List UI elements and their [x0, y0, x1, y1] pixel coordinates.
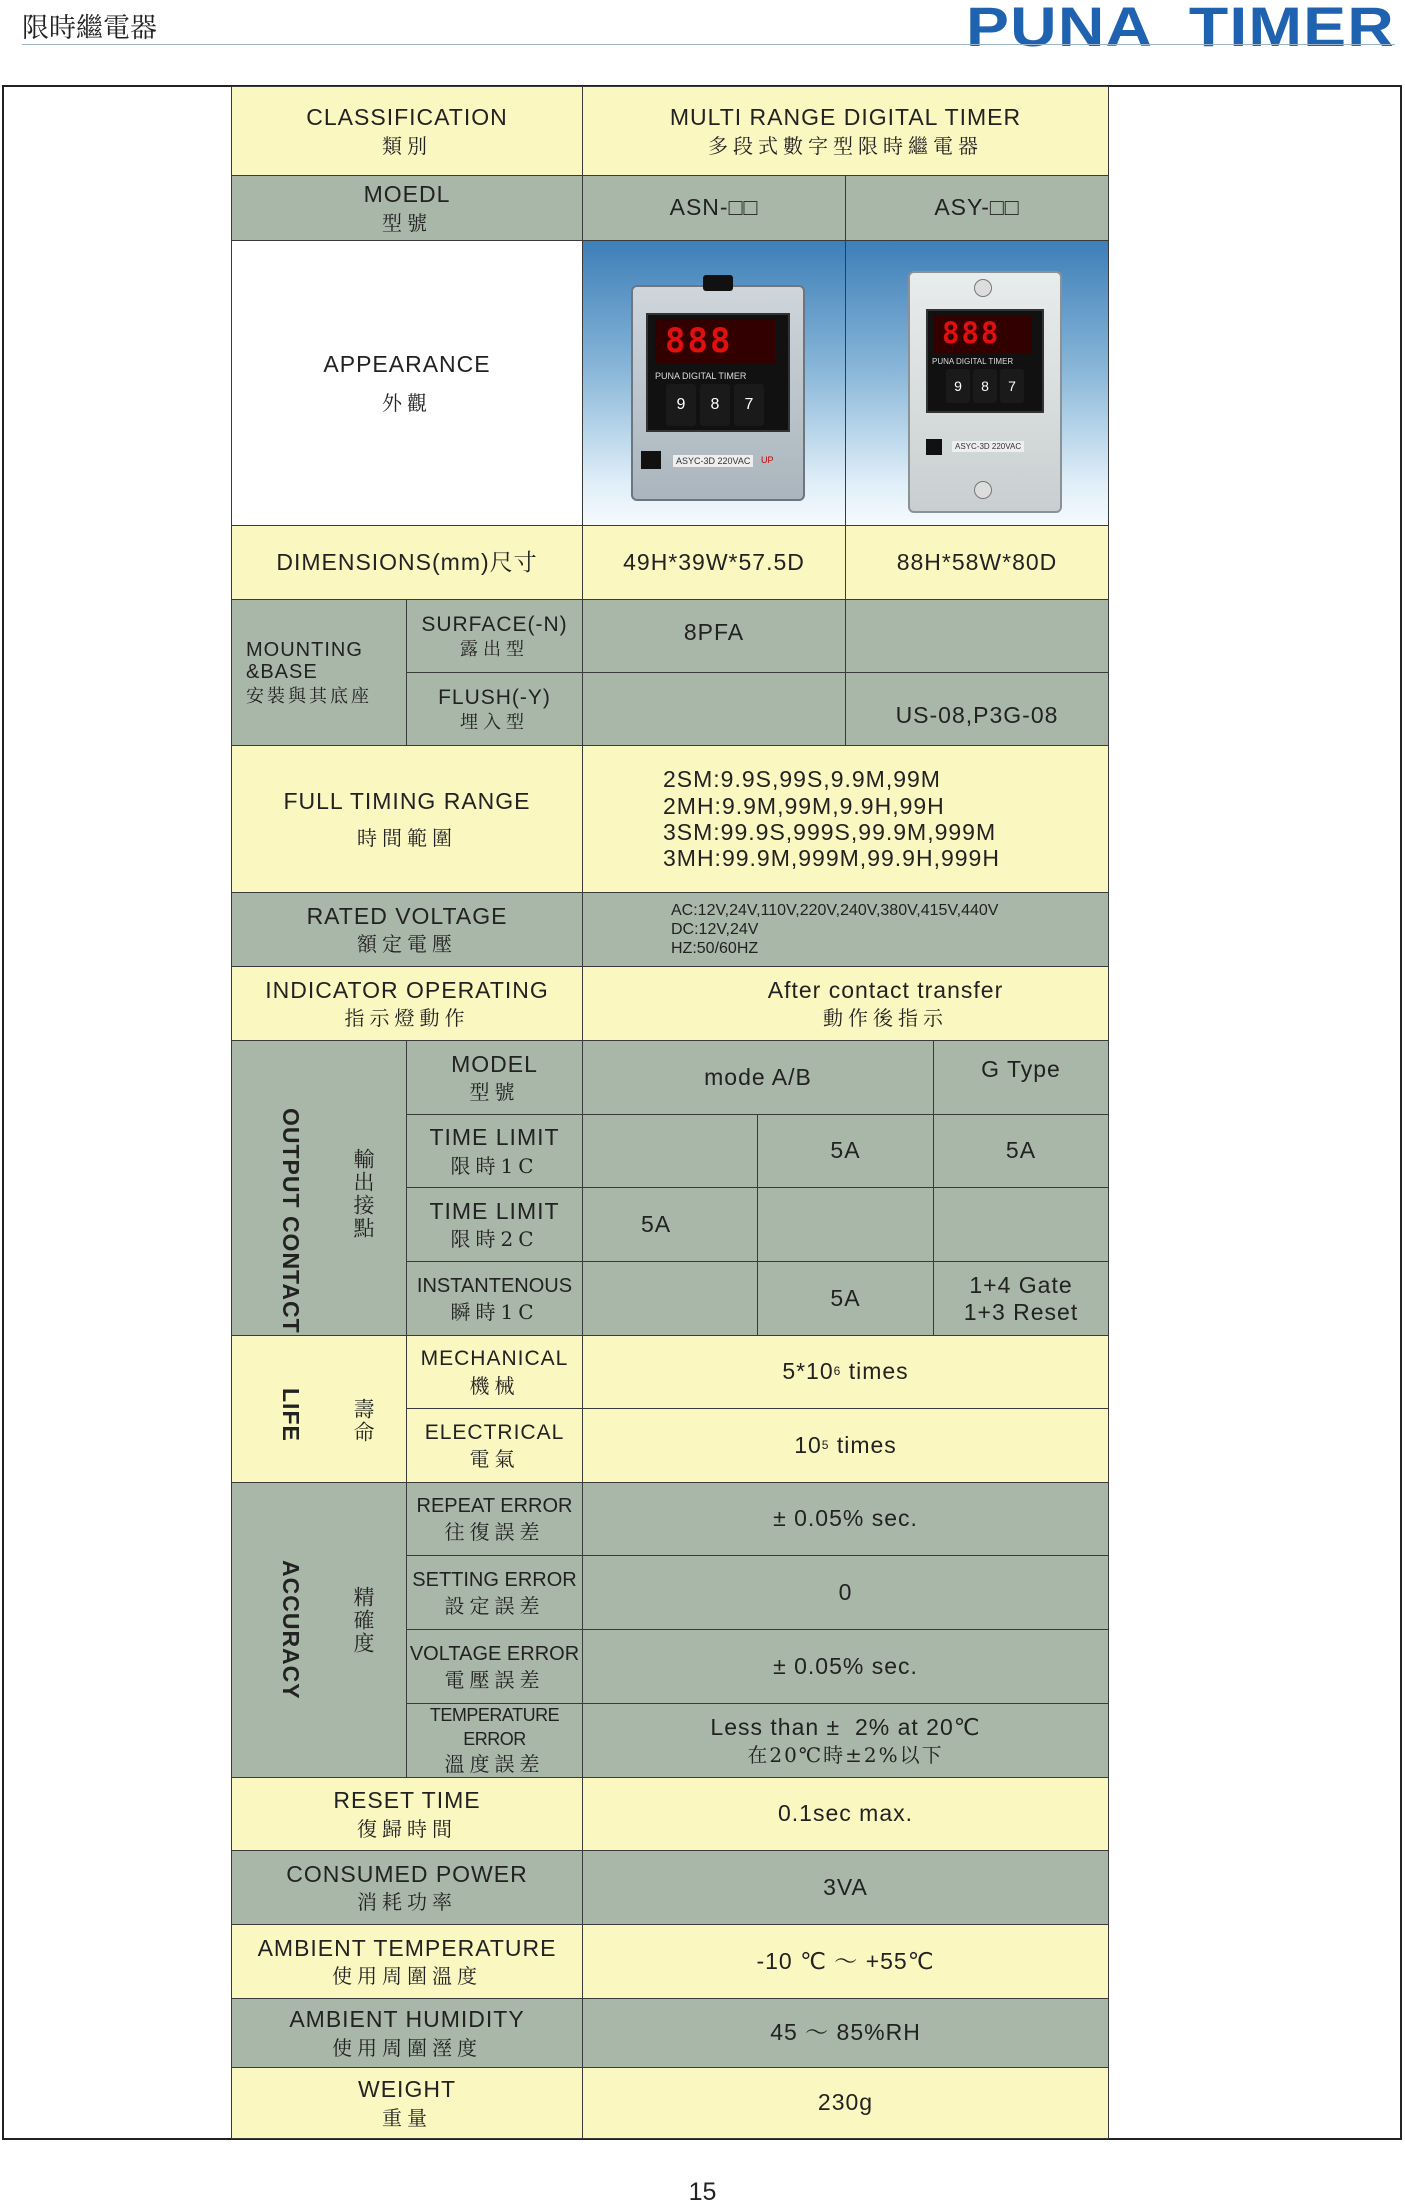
- accuracy-en: ACCURACY: [278, 1560, 304, 1700]
- model-zh: 型號: [382, 210, 432, 235]
- flush-asn: [582, 672, 846, 746]
- appearance-zh: 外觀: [382, 390, 432, 415]
- timing-zh: 時間範圍: [357, 825, 457, 850]
- output-mode-ab: mode A/B: [582, 1040, 934, 1115]
- classification-value-zh: 多段式數字型限時繼電器: [708, 133, 983, 158]
- output-model-label: [406, 1040, 583, 1115]
- asn-button: [641, 451, 661, 469]
- reset-time-label: [231, 1777, 583, 1851]
- ambient-temperature-zh: 使用周圍溫度: [332, 1964, 482, 1989]
- asn-display-digits: [655, 319, 775, 364]
- setting-error-en: SETTING ERROR: [412, 1568, 577, 1591]
- timing-line-4: 3MH:99.9M,999M,99.9H,999H: [663, 845, 1000, 872]
- mounting-zh: 安裝與其底座: [246, 685, 372, 707]
- appearance-label: [231, 240, 583, 526]
- asn-knob-1: 9: [666, 384, 696, 426]
- time-limit-1c-b: 5A: [757, 1114, 934, 1188]
- repeat-error-value: ± 0.05% sec.: [582, 1482, 1109, 1556]
- asy-screw-top: [974, 279, 992, 297]
- page-number: 15: [688, 2178, 717, 2206]
- surface-zh: 露出型: [460, 638, 529, 660]
- asn-photo: [582, 240, 846, 526]
- temperature-error-value-zh: 在20℃時±2%以下: [747, 1743, 944, 1768]
- voltage-error-en: VOLTAGE ERROR: [409, 1642, 580, 1665]
- asn-spec-label: ASYC-3D 220VAC: [673, 455, 753, 467]
- asy-knob-1: 9: [946, 369, 970, 403]
- electrical-value-base: 10: [794, 1431, 822, 1458]
- timing-values: [582, 745, 1109, 893]
- electrical-value: [582, 1408, 1109, 1483]
- life-en: LIFE: [278, 1388, 304, 1442]
- reset-time-en: RESET TIME: [333, 1787, 481, 1814]
- time-limit-1c-zh: 限時1C: [450, 1153, 539, 1178]
- temperature-error-en: TEMPERATURE ERROR: [429, 1705, 560, 1749]
- surface-asn: 8PFA: [582, 599, 846, 673]
- mechanical-zh: 機械: [469, 1373, 520, 1398]
- instantaneous-en: INSTANTENOUS: [416, 1274, 573, 1297]
- life-zh: 壽命: [351, 1398, 375, 1444]
- output-model-en: MODEL: [451, 1050, 538, 1077]
- mechanical-value-exp: 6: [833, 1364, 842, 1379]
- indicator-value: [582, 966, 1109, 1041]
- classification-label: [231, 86, 583, 176]
- indicator-label: [231, 966, 583, 1041]
- dimensions-label: DIMENSIONS(mm)尺寸: [231, 525, 583, 600]
- temperature-error-label: [406, 1703, 583, 1778]
- time-limit-2c-en: TIME LIMIT: [429, 1197, 560, 1224]
- surface-asy: [845, 599, 1109, 673]
- classification-zh: 類別: [382, 133, 432, 158]
- asy-brand-text: PUNA DIGITAL TIMER: [932, 357, 1014, 366]
- setting-error-label: [406, 1555, 583, 1630]
- electrical-value-exp: 5: [821, 1437, 830, 1452]
- asn-led-digits: 888: [665, 321, 733, 361]
- classification-value: [582, 86, 1109, 176]
- indicator-value-en: After contact transfer: [767, 976, 1004, 1003]
- classification-en: CLASSIFICATION: [306, 104, 508, 131]
- consumed-power-en: CONSUMED POWER: [286, 1860, 528, 1887]
- asy-knob-3: 7: [1000, 369, 1024, 403]
- time-limit-1c-a: [582, 1114, 758, 1188]
- mounting-label: [231, 599, 407, 746]
- instantaneous-g: [933, 1261, 1109, 1336]
- voltage-zh: 額定電壓: [357, 932, 457, 957]
- voltage-line-3: HZ:50/60HZ: [671, 940, 759, 958]
- electrical-en: ELECTRICAL: [424, 1420, 565, 1444]
- time-limit-2c-g: [933, 1187, 1109, 1262]
- asn-up-label: UP: [761, 455, 774, 465]
- consumed-power-value: 3VA: [582, 1850, 1109, 1925]
- model-asn: ASN-□□: [582, 175, 846, 241]
- mechanical-value-unit: times: [841, 1358, 909, 1385]
- timing-label: [231, 745, 583, 893]
- voltage-line-1: AC:12V,24V,110V,220V,240V,380V,415V,440V: [671, 901, 999, 919]
- surface-label: [406, 599, 583, 673]
- weight-value: 230g: [582, 2067, 1109, 2139]
- voltage-error-zh: 電壓誤差: [444, 1667, 545, 1692]
- timing-line-3: 3SM:99.9S,999S,99.9M,999M: [663, 819, 997, 845]
- ambient-humidity-label: [231, 1998, 583, 2068]
- instantaneous-a: [582, 1261, 758, 1336]
- indicator-zh: 指示燈動作: [344, 1006, 470, 1031]
- temperature-error-value-en: Less than ± 2% at 20℃: [710, 1713, 981, 1740]
- indicator-value-zh: 動作後指示: [823, 1006, 948, 1031]
- classification-value-en: MULTI RANGE DIGITAL TIMER: [669, 104, 1022, 131]
- asy-screw-bottom: [974, 481, 992, 499]
- mechanical-label: [406, 1335, 583, 1409]
- flush-label: [406, 672, 583, 746]
- weight-en: WEIGHT: [358, 2076, 456, 2103]
- instantaneous-g-reset: 1+3 Reset: [963, 1298, 1079, 1325]
- time-limit-1c-g: 5A: [933, 1114, 1109, 1188]
- asn-knob-3: 7: [734, 384, 764, 426]
- ambient-humidity-zh: 使用周圍溼度: [332, 2035, 482, 2060]
- asn-clip: [703, 275, 733, 291]
- model-asy: ASY-□□: [845, 175, 1109, 241]
- instantaneous-label: [406, 1261, 583, 1336]
- mounting-en: MOUNTING: [246, 638, 363, 661]
- mounting-en2: &BASE: [246, 660, 318, 683]
- reset-time-value: 0.1sec max.: [582, 1777, 1109, 1851]
- electrical-label: [406, 1408, 583, 1483]
- time-limit-2c-b: [757, 1187, 934, 1262]
- repeat-error-en: REPEAT ERROR: [416, 1495, 573, 1517]
- mechanical-value: [582, 1335, 1109, 1409]
- voltage-error-value: ± 0.05% sec.: [582, 1629, 1109, 1704]
- electrical-value-unit: times: [829, 1431, 897, 1458]
- flush-zh: 埋入型: [460, 711, 529, 733]
- instantaneous-b: 5A: [757, 1261, 934, 1336]
- asy-button: [926, 439, 942, 455]
- weight-label: [231, 2067, 583, 2139]
- voltage-values: [582, 892, 1109, 967]
- output-contact-group: [231, 1040, 407, 1336]
- ambient-humidity-value: 45 ～ 85%RH: [582, 1998, 1109, 2068]
- temperature-error-value: [582, 1703, 1109, 1778]
- asy-spec-label: ASYC-3D 220VAC: [952, 441, 1024, 452]
- output-model-zh: 型號: [469, 1080, 520, 1105]
- output-contact-en: OUTPUT CONTACT: [278, 1108, 304, 1334]
- output-g-type: G Type: [933, 1040, 1109, 1115]
- time-limit-1c-en: TIME LIMIT: [429, 1124, 560, 1151]
- model-label: [231, 175, 583, 241]
- surface-en: SURFACE(-N): [421, 612, 568, 636]
- electrical-zh: 電氣: [469, 1447, 520, 1472]
- indicator-en: INDICATOR OPERATING: [265, 976, 549, 1003]
- setting-error-value: 0: [582, 1555, 1109, 1630]
- model-en: MOEDL: [363, 181, 451, 208]
- ambient-temperature-label: [231, 1924, 583, 1999]
- accuracy-group: [231, 1482, 407, 1778]
- brand-logo: PUNA TIMER: [966, 0, 1395, 58]
- setting-error-zh: 設定誤差: [444, 1593, 545, 1618]
- repeat-error-label: [406, 1482, 583, 1556]
- asy-knob-2: 8: [973, 369, 997, 403]
- mechanical-value-base: 5*10: [782, 1358, 834, 1385]
- voltage-label: [231, 892, 583, 967]
- appearance-en: APPEARANCE: [323, 351, 491, 378]
- time-limit-2c-a: 5A: [582, 1187, 758, 1262]
- mechanical-en: MECHANICAL: [420, 1347, 569, 1371]
- accuracy-zh: 精確度: [351, 1586, 375, 1655]
- asn-knob-2: 8: [700, 384, 730, 426]
- instantaneous-g-gate: 1+4 Gate: [969, 1272, 1073, 1299]
- flush-asy: US-08,P3G-08: [845, 672, 1109, 746]
- header-rule: [22, 44, 1395, 45]
- temperature-error-zh: 溫度誤差: [444, 1751, 545, 1776]
- ambient-temperature-en: AMBIENT TEMPERATURE: [257, 1934, 557, 1961]
- time-limit-2c-label: [406, 1187, 583, 1262]
- ambient-temperature-value: -10 ℃ ～ +55℃: [582, 1924, 1109, 1999]
- timing-line-1: 2SM:9.9S,99S,9.9M,99M: [663, 766, 941, 793]
- voltage-error-label: [406, 1629, 583, 1704]
- weight-zh: 重量: [382, 2105, 432, 2130]
- repeat-error-zh: 往復誤差: [444, 1520, 545, 1544]
- header-left-title: 限時繼電器: [22, 13, 157, 44]
- asy-photo: [845, 240, 1109, 526]
- voltage-line-2: DC:12V,24V: [671, 920, 759, 938]
- flush-en: FLUSH(-Y): [438, 685, 551, 709]
- asy-led-digits: 888: [942, 316, 1001, 350]
- time-limit-1c-label: [406, 1114, 583, 1188]
- ambient-humidity-en: AMBIENT HUMIDITY: [289, 2006, 525, 2033]
- consumed-power-label: [231, 1850, 583, 1925]
- dimensions-asn: 49H*39W*57.5D: [582, 525, 846, 600]
- voltage-en: RATED VOLTAGE: [306, 902, 508, 929]
- instantaneous-zh: 瞬時1C: [450, 1299, 539, 1324]
- life-group: [231, 1335, 407, 1483]
- dimensions-asy: 88H*58W*80D: [845, 525, 1109, 600]
- asn-brand-text: PUNA DIGITAL TIMER: [655, 371, 747, 381]
- consumed-power-zh: 消耗功率: [357, 1890, 457, 1915]
- time-limit-2c-zh: 限時2C: [450, 1227, 539, 1252]
- output-contact-zh: 輸出接點: [351, 1148, 375, 1240]
- reset-time-zh: 復歸時間: [357, 1816, 457, 1841]
- asy-display-digits: [934, 315, 1032, 353]
- timing-line-2: 2MH:9.9M,99M,9.9H,99H: [663, 792, 945, 819]
- timing-en: FULL TIMING RANGE: [283, 788, 531, 815]
